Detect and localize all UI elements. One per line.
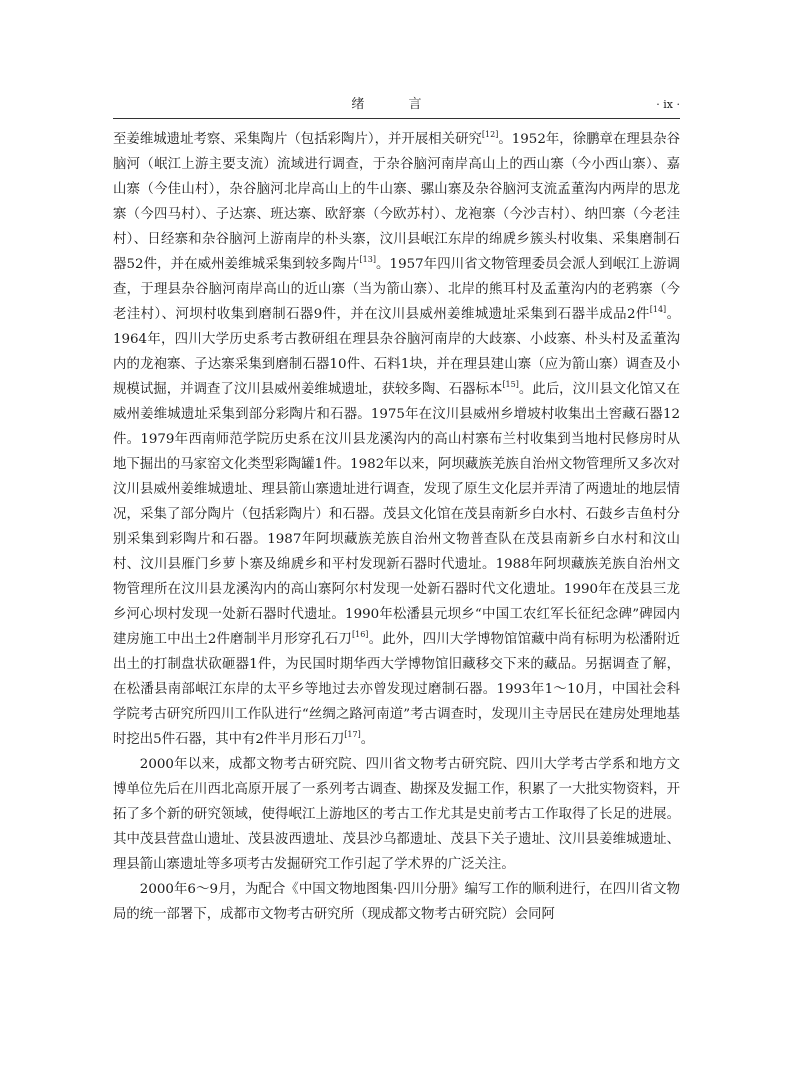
text-run: 至姜维城遗址考察、采集陶片（包括彩陶片），并开展相关研究: [113, 132, 482, 147]
citation-ref: [13]: [359, 255, 376, 264]
paragraph: [113, 127, 680, 752]
page-number: · ix ·: [656, 98, 680, 111]
citation-ref: [17]: [344, 730, 361, 739]
text-run: 。此后，汶川县文化馆又在威州姜维城遗址采集到部分彩陶片和石器。1975年在汶川县威州乡增坡村收集出土窖藏石器12件。1979年西南师范学院历史系在汶川县龙溪沟内的高山村寨布兰村收集到当地村民修房时从地下掘出的马家窑文化类型彩陶罐1件。1982年以来，阿坝藏族羌族自治州文物管理所又多次对汶川县威州姜维城遗址、理县箭山寨遗址进行调查，发现了原生文化层并弄清了两遗址的地层情况，采集了部分陶片（包括彩陶片）和石器。茂县文化馆在茂县南新乡白水村、石鼓乡吉鱼村分别采集到彩陶片和石器。1987年阿坝藏族羌族自治州文物普查队在茂县南新乡白水村和汶山村、汶川县雁门乡萝卜寨及绵虒乡和平村发现新石器时代遗址。1988年阿坝藏族羌族自治州文物管理所在汶川县龙溪沟内的高山寨阿尔村发现一处新石器时代文化遗址。1990年在茂县三龙乡河心坝村发现一处新石器时代遗址。1990年松潘县元坝乡“中国工农红军长征纪念碑”碑园内建房施工中出土2件磨制半月形穿孔石刀: [113, 382, 681, 647]
text-run: 。1952年，徐鹏章在理县杂谷脑河（岷江上游主要支流）流域进行调查，于杂谷脑河南岸高山上的西山寨（今小西山寨）、嘉山寨（今佳山村），杂谷脑河北岸高山上的牛山寨、骡山寨及杂谷脑河支流孟董沟内两岸的思龙寨（今四马村）、子达寨、班达寨、欧舒寨（今欧苏村）、龙袍寨（今沙吉村）、纳凹寨（今老洼村）、日经寨和杂谷脑河上游南岸的朴头寨，汶川县岷江东岸的绵虒乡簇头村收集、采集磨制石器52件，并在威州姜维城采集到较多陶片: [113, 132, 680, 272]
paragraph: [113, 752, 680, 877]
citation-ref: [16]: [351, 630, 369, 639]
text-run: 。1957年四川省文物管理委员会派人到岷江上游调查，于理县杂谷脑河南岸高山的近山寨（当为箭山寨）、北岸的熊耳村及孟董沟内的老鸦寨（今老洼村）、河坝村收集到磨制石器9件，并在汶川县威州姜维城遗址采集到石器半成品2件: [113, 257, 680, 322]
citation-ref: [15]: [502, 380, 519, 389]
running-header: [113, 95, 680, 117]
text-run: 。1964年，四川大学历史系考古教研组在理县杂谷脑河南岸的大歧寨、小歧寨、朴头村及孟董沟内的龙袍寨、子达寨采集到磨制石器10件、石料1块，并在理县建山寨（应为箭山寨）调查及小规模试掘，并调查了汶川县威州姜维城遗址，获较多陶、石器标本: [113, 307, 681, 397]
paragraph: [113, 877, 680, 927]
citation-ref: [12]: [481, 130, 499, 139]
body-text: [113, 127, 680, 927]
header-rule: [113, 118, 680, 119]
citation-ref: [14]: [649, 305, 667, 314]
text-run: 2000年6～9月，为配合《中国文物地图集·四川分册》编写工作的顺利进行，在四川省文物局的统一部署下，成都市文物考古研究所（现成都文物考古研究院）会同阿: [113, 882, 680, 922]
header-title: 绪 言: [351, 97, 442, 112]
text-run: 。: [360, 732, 375, 747]
text-run: 2000年以来，成都文物考古研究院、四川省文物考古研究院、四川大学考古学系和地方文博单位先后在川西北高原开展了一系列考古调查、勘探及发掘工作，积累了一大批实物资料，开拓了多个新的研究领域，使得岷江上游地区的考古工作尤其是史前考古工作取得了长足的进展。其中茂县营盘山遗址、茂县波西遗址、茂县沙乌都遗址、茂县下关子遗址、汶川县姜维城遗址、理县箭山寨遗址等多项考古发掘研究工作引起了学术界的广泛关注。: [113, 757, 680, 872]
text-run: 。此外，四川大学博物馆馆藏中尚有标明为松潘附近出土的打制盘状砍砸器1件，为民国时期华西大学博物馆旧藏移交下来的藏品。另据调查了解，在松潘县南部岷江东岸的太平乡等地过去亦曾发现过磨制石器。1993年1～10月，中国社会科学院考古研究所四川工作队进行“丝绸之路河南道”考古调查时，发现川主寺居民在建房处理地基时挖出5件石器，其中有2件半月形石刀: [113, 632, 680, 747]
